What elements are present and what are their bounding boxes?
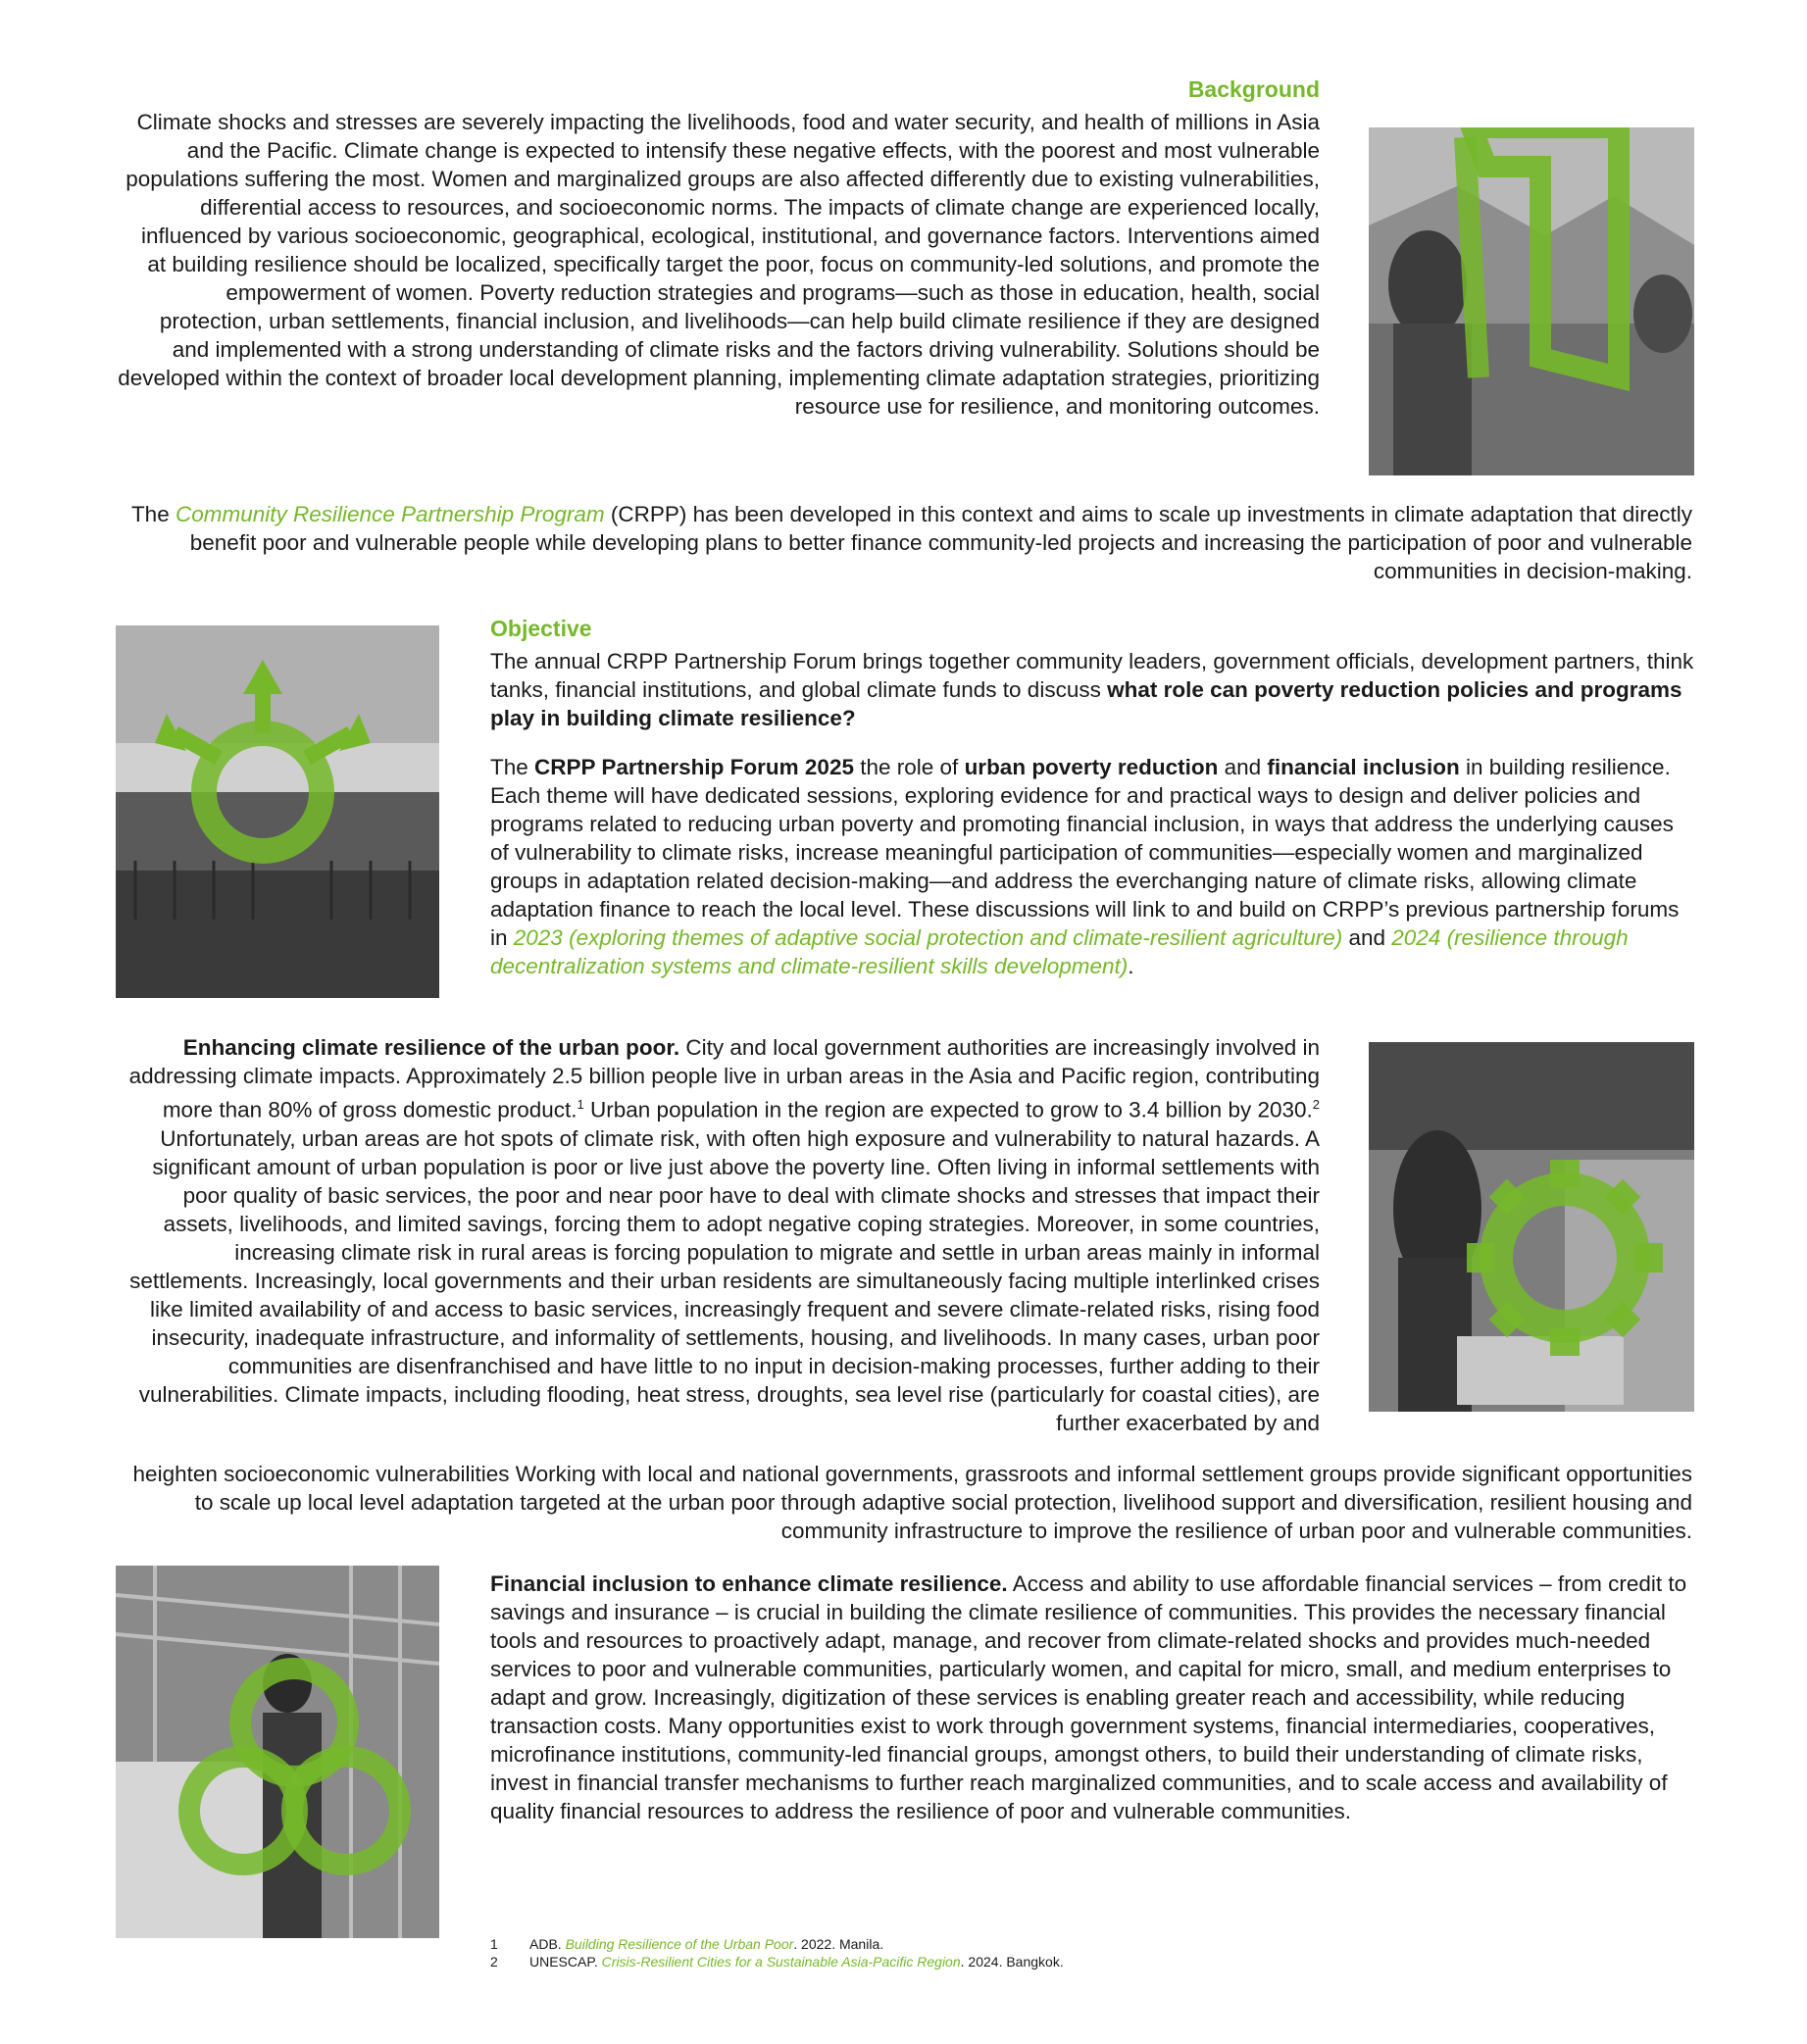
footnote-1: 1 ADB. Building Resilience of the Urban Poor. 2022. Manila. [490,1936,884,1952]
objective-heading: Objective [490,616,592,641]
objective-paragraph-1: The annual CRPP Partnership Forum brings together community leaders, government officials, development partners, think tanks, financial institutions, and global climate funds to discuss what role can poverty reduction policies and programs play in building climate resilience? [490,649,1694,730]
forum-2024-link[interactable]: 2024 (resilience through decentralization systems and climate-resilient skills development) [490,925,1629,978]
crpp-link[interactable]: Community Resilience Partnership Program [175,502,605,526]
background-paragraph: Climate shocks and stresses are severely impacting the livelihoods, food and water security, and health of millions in Asia and the Pacific. Climate change is expected to intensify these negative effects, with the poorest and most vulnerable populations suffering the most. Women and marginalized groups are also affected differently due to existing vulnerabilities, differential access to resources, and socioeconomic norms. The impacts of climate change are experienced locally, influenced by various socioeconomic, geographical, ecological, institutional, and governance factors. Interventions aimed at building resilience should be localized, specifically target the poor, focus on community-led solutions, and promote the empowerment of women. Poverty reduction strategies and programs—such as those in education, health, social protection, urban settlements, financial inclusion, and livelihoods—can help build climate resilience if they are designed and implemented with a strong understanding of climate risks and the factors driving vulnerability. Solutions should be developed within the context of broader local development planning, implementing climate adaptation strategies, prioritizing resource use for resilience, and monitoring outcomes. [118,110,1320,419]
background-heading: Background [1187,76,1320,102]
urban-paragraph-tail: heighten socioeconomic vulnerabilities Working with local and national governments, grassroots and informal settlement groups provide significant opportunities to scale up local level adaptation targeted at the urban poor through adaptive social protection, livelihood support and diversification, resilient housing and community infrastructure to improve the resilience of urban poor and vulnerable communities. [132,1462,1692,1543]
urban-section-title: Enhancing climate resilience of the urban poor. [182,1035,680,1060]
woman-basket-photo [116,1566,439,1938]
footnote-2-link[interactable]: Crisis-Resilient Cities for a Sustainable Asia-Pacific Region [601,1954,961,1969]
crpp-paragraph: The Community Resilience Partnership Program (CRPP) has been developed in this context and aims to scale up investments in climate adaptation that directly benefit poor and vulnerable people while developing plans to better finance community-led projects and increasing the participation of poor and vulnerable communities in decision-making. [130,502,1692,583]
footnote-2: 2 UNESCAP. Crisis-Resilient Cities for a Sustainable Asia-Pacific Region. 2024. Bangkok. [490,1954,1064,1969]
forum-2023-link[interactable]: 2023 (exploring themes of adaptive social protection and climate-resilient agriculture) [513,925,1343,950]
objective-paragraph-2: The CRPP Partnership Forum 2025 the role of urban poverty reduction and financial inclusion in building resilience. Each theme will have dedicated sessions, exploring evidence for and practical ways to design and deliver policies and programs related to reducing urban poverty and promoting financial inclusion, in ways that address the underlying causes of vulnerability to climate risks, increase meaningful participation of communities—especially women and marginalized groups in adaptation related decision-making—and address the everchanging nature of climate risks, allowing climate adaptation finance to reach the local level. These discussions will link to and build on CRPP’s previous partnership forums in 2023 (exploring themes of adaptive social protection and climate-resilient agriculture) and 2024 (resilience through decentralization systems and climate-resilient skills development). [490,755,1680,978]
finance-paragraph: Financial inclusion to enhance climate resilience. Access and ability to use affordable financial services – from credit to savings and insurance – is crucial in building the climate resilience of communities. This provides the necessary financial tools and resources to proactively adapt, manage, and recover from climate-related shocks and provides much-needed services to poor and vulnerable communities, particularly women, and capital for micro, small, and medium enterprises to adapt and grow. Increasingly, digitization of these services is enabling greater reach and accessibility, while reducing transaction costs. Many opportunities exist to work through government systems, financial intermediaries, cooperatives, microfinance institutions, community-led financial groups, amongst others, to build their understanding of climate risks, invest in financial transfer mechanisms to further reach marginalized communities, and to scale access and availability of quality financial resources to address the resilience of poor and vulnerable communities. [490,1571,1687,1823]
woman-field-photo [1369,127,1694,475]
urban-paragraph: Enhancing climate resilience of the urban poor. City and local government authorities are increasingly involved in addressing climate impacts. Approximately 2.5 billion people live in urban areas in the Asia and Pacific region, contributing more than 80% of gross domestic product.$^1$ Urban population in the region are expected to grow to 3.4 billion by 2030.$^2$ Unfortunately, urban areas are hot spots of climate risk, with often high exposure and vulnerability to natural hazards. A significant amount of urban population is poor or live just above the poverty line. Often living in informal settlements with poor quality of basic services, the poor and near poor have to deal with climate shocks and stresses that impact their assets, livelihoods, and limited savings, forcing them to adopt negative coping strategies. Moreover, in some countries, increasing climate risk in rural areas is forcing population to migrate and settle in urban areas mainly in informal settlements. Increasingly, local governments and their urban residents are simultaneously facing multiple interlinked crises like limited availability of and access to basic services, increasingly frequent and severe climate-related risks, rising food insecurity, inadequate infrastructure, and informality of settlements, housing, and livelihoods. In many cases, urban poor communities are disenfranchised and have little to no input in decision-making processes, further adding to their vulnerabilities. Climate impacts, including flooding, heat stress, droughts, sea level rise (particularly for coastal cities), are further exacerbated by and [128,1035,1320,1435]
footnote-1-link[interactable]: Building Resilience of the Urban Poor [565,1936,794,1952]
women-gear-photo [1369,1042,1694,1412]
finance-section-title: Financial inclusion to enhance climate resilience. [490,1571,1008,1596]
stilt-houses-photo [116,625,439,998]
